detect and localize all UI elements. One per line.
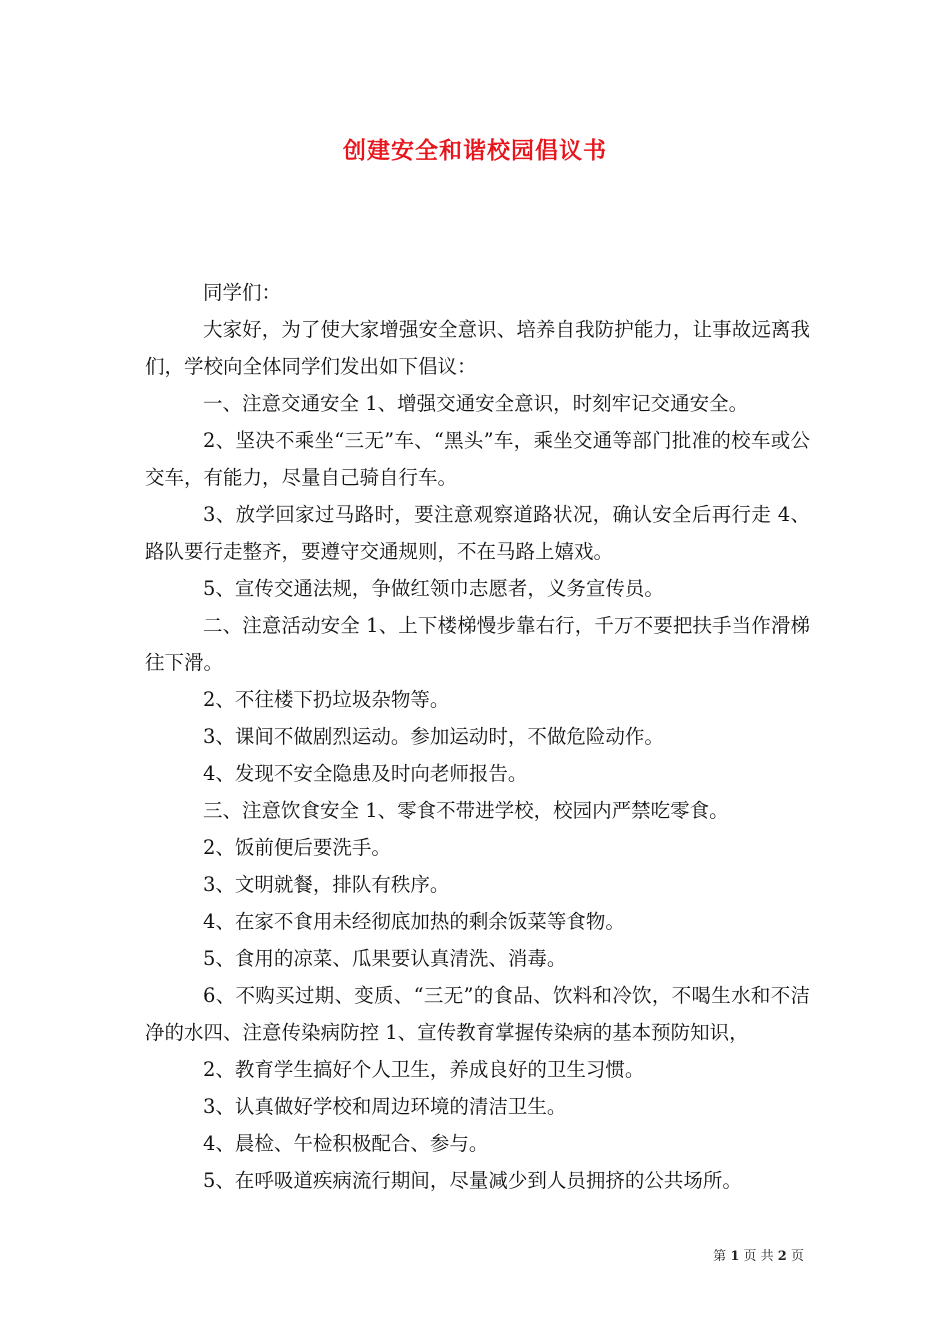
paragraph: 同学们： — [203, 281, 282, 304]
paragraph: 3、认真做好学校和周边环境的清洁卫生。 — [203, 1095, 567, 1118]
footer-prefix: 第 — [713, 1249, 727, 1264]
paragraph: 2、不往楼下扔垃圾杂物等。 — [203, 688, 450, 711]
paragraph: 3、文明就餐，排队有秩序。 — [203, 873, 450, 896]
paragraph: 6、不购买过期、变质、“三无”的食品、饮料和冷饮，不喝生水和不洁净的水四、注意传染病防控 1、宣传教育掌握传染病的基本预防知识， — [145, 984, 810, 1044]
paragraph: 4、发现不安全隐患及时向老师报告。 — [203, 762, 528, 785]
paragraph: 三、注意饮食安全 1、零食不带进学校，校园内严禁吃零食。 — [203, 799, 729, 822]
paragraph: 一、注意交通安全 1、增强交通安全意识，时刻牢记交通安全。 — [203, 392, 749, 415]
page-title: 创建安全和谐校园倡议书 — [343, 137, 607, 164]
paragraph: 3、课间不做剧烈运动。参加运动时，不做危险动作。 — [203, 725, 664, 748]
total-pages-number: 2 — [777, 1249, 787, 1264]
paragraph: 4、晨检、午检积极配合、参与。 — [203, 1132, 489, 1155]
paragraph: 二、注意活动安全 1、上下楼梯慢步靠右行，千万不要把扶手当作滑梯往下滑。 — [145, 614, 810, 674]
paragraph: 2、教育学生搞好个人卫生，养成良好的卫生习惯。 — [203, 1058, 645, 1081]
footer-suffix: 页 — [790, 1249, 804, 1264]
paragraph: 4、在家不食用未经彻底加热的剩余饭菜等食物。 — [203, 910, 625, 933]
paragraph: 2、坚决不乘坐“三无”车、“黑头”车，乘坐交通等部门批准的校车或公交车，有能力，尽量自己骑自行车。 — [145, 429, 810, 489]
footer-middle: 页 共 — [743, 1249, 774, 1264]
paragraph: 3、放学回家过马路时，要注意观察道路状况，确认安全后再行走 4、路队要行走整齐，要遵守交通规则，不在马路上嬉戏。 — [145, 503, 810, 563]
document-body — [145, 274, 810, 1199]
paragraph: 大家好，为了使大家增强安全意识、培养自我防护能力，让事故远离我们，学校向全体同学们发出如下倡议： — [145, 318, 810, 378]
paragraph: 5、宣传交通法规，争做红领巾志愿者，义务宣传员。 — [203, 577, 664, 600]
paragraph: 5、食用的凉菜、瓜果要认真清洗、消毒。 — [203, 947, 567, 970]
paragraph: 5、在呼吸道疾病流行期间，尽量减少到人员拥挤的公共场所。 — [203, 1169, 742, 1192]
current-page-number: 1 — [730, 1249, 740, 1264]
page-number-footer — [713, 1245, 804, 1264]
paragraph: 2、饭前便后要洗手。 — [203, 836, 391, 859]
